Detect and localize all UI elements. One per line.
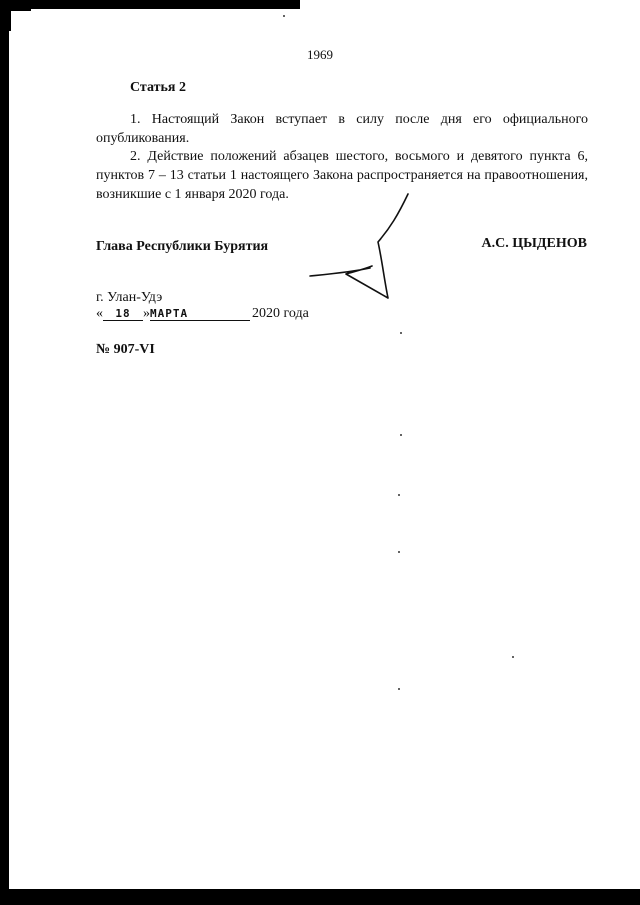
scan-speck	[283, 15, 285, 17]
document-number: № 907-VI	[96, 342, 155, 357]
signer-name: А.С. ЦЫДЕНОВ	[481, 236, 587, 251]
scan-edge-top	[0, 0, 300, 9]
date-day: 18	[103, 307, 143, 321]
page-number: 1969	[307, 47, 333, 62]
date-year: 2020 года	[252, 306, 309, 321]
scan-speck	[398, 551, 400, 553]
date-month: МАРТА	[150, 307, 250, 321]
article-paragraph-1	[96, 110, 588, 148]
scan-speck	[398, 494, 400, 496]
date-open-quote: «	[96, 306, 103, 321]
handwritten-signature	[300, 190, 420, 310]
scan-speck	[512, 656, 514, 658]
scan-speck	[400, 332, 402, 334]
signing-date	[96, 306, 309, 322]
scan-corner-mark	[9, 9, 31, 31]
signing-city: г. Улан-Удэ	[96, 290, 163, 305]
scan-edge-bottom	[0, 889, 640, 905]
scan-speck	[400, 434, 402, 436]
date-close-quote: »	[143, 306, 150, 321]
article-paragraph-2-text: 2. Действие положений абзацев шестого, восьмого и девятого пункта 6, пунктов 7 – 13 статьи 1 настоящего Закона распространяется на правоотношения, возникшие с 1 января 2020 года.	[96, 149, 588, 202]
signer-position: Глава Республики Бурятия	[96, 239, 269, 254]
article-paragraph-1-text: 1. Настоящий Закон вступает в силу после дня его официального опубликования.	[96, 112, 588, 146]
scan-edge-left	[0, 0, 9, 905]
scan-speck	[398, 688, 400, 690]
article-title: Статья 2	[130, 80, 186, 95]
